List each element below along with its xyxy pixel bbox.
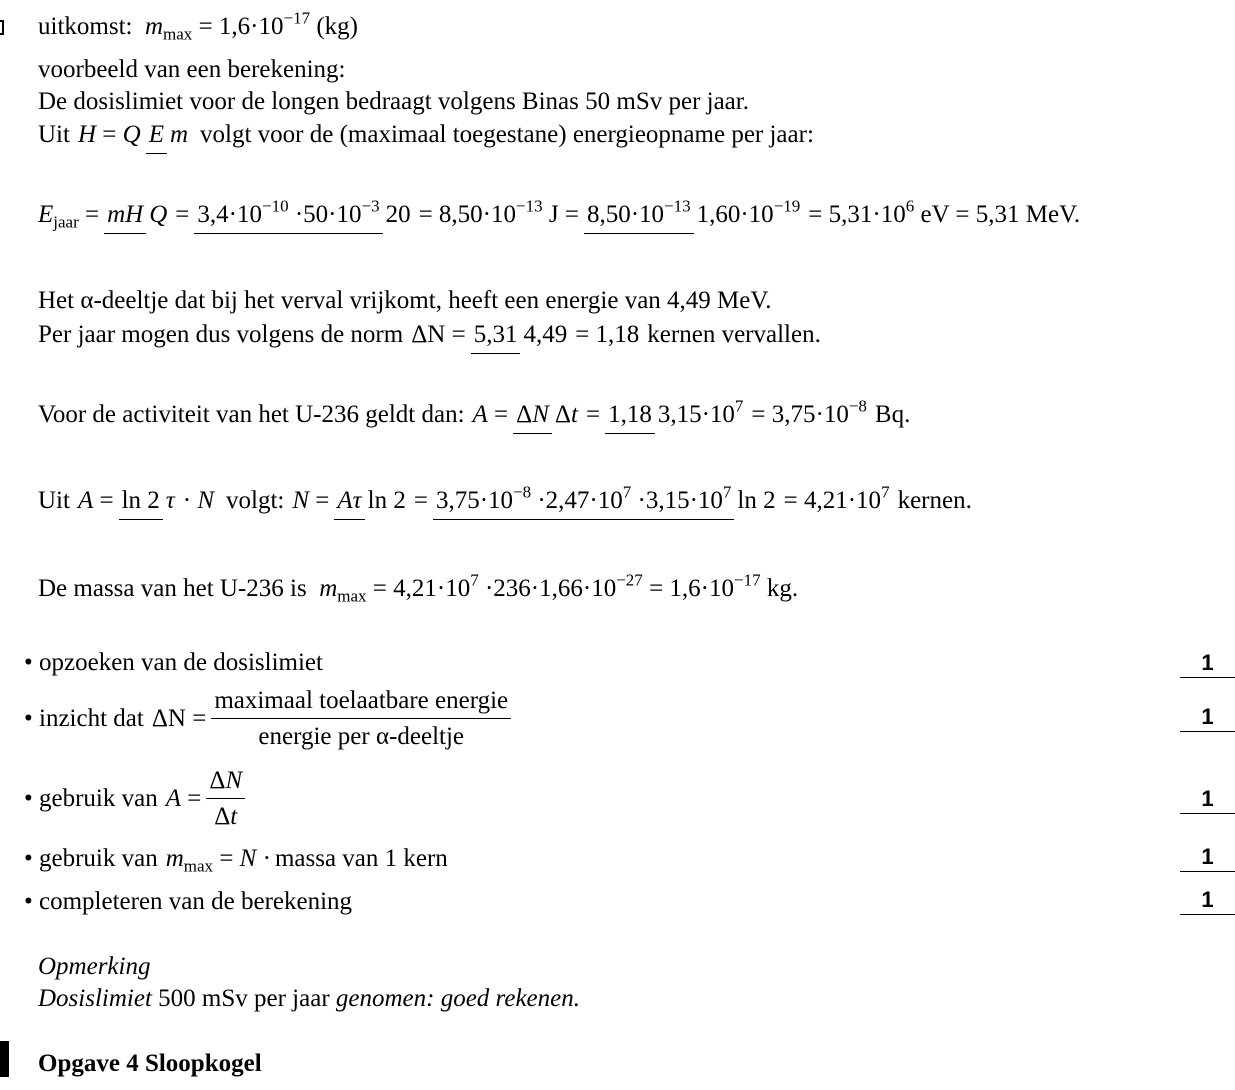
criterion-3-points: 1 [1180,788,1235,814]
example-line-5: Per jaar mogen dus volgens de norm ΔN = 5,31 4,49 = 1,18 kernen vervallen. [38,322,821,347]
criterion-2: • inzicht dat ΔN = $\frac{\text{maximaal toelaatbare energie}}{\text{energie per α-deeltje}}$ [24,688,516,749]
next-section-title: Opgave 4 Sloopkogel [38,1050,262,1077]
remark-body: Dosislimiet 500 mSv per jaar genomen: goed rekenen. [38,985,580,1012]
energy-equation: $E_{jaar}$ = mH Q = $3,4\cdot 10^{-10} \cdot 50\cdot 10^{-3}$ 20 = $8,50\cdot 10^{-13}$ J = $8,50\cdot 10^{-13}$ $1,60\cdot 10^{-19}$ = $5,31\cdot 10^6$ eV = 5,31 MeV. [38,202,1080,227]
answer-line: uitkomst: $m_{max} = 1,6\cdot 10^{-17}$ (kg) [38,8,358,44]
answer-unit: (kg) [316,13,358,40]
section-marker-bar [0,1041,9,1077]
criterion-5: • completeren van de berekening [24,888,353,915]
criterion-3: • gebruik van A = $\frac{\Delta N}{\Delta t}$ [24,768,250,829]
example-line-6: Voor de activiteit van het U-236 geldt dan: A = ΔN Δt = 1,18 $3,15\cdot 10^7$ = $3,75\cdot 10^{-8}$ Bq. [38,402,910,427]
answer-result: = 1,6·10 [198,13,284,40]
example-line-1: De dosislimiet voor de longen bedraagt volgens Binas 50 mSv per jaar. [38,88,749,115]
criterion-4-points: 1 [1180,846,1235,872]
criterion-5-points: 1 [1180,889,1235,915]
example-line-4: Het α-deeltje dat bij het verval vrijkomt, heeft een energie van 4,49 MeV. [38,287,772,314]
criterion-1-points: 1 [1180,652,1235,678]
example-line-7: Uit A = ln 2 τ · N volgt: N = Aτ ln 2 = $3,75\cdot 10^{-8} \cdot 2,47\cdot 10^7 \cdot 3,15\cdot 10^7$ ln 2 = $4,21\cdot 10^7$ kernen. [38,488,972,513]
criterion-2-points: 1 [1180,706,1235,732]
example-intro: voorbeeld van een berekening: [38,56,346,83]
criterion-1: • opzoeken van de dosislimiet [24,649,323,676]
answer-exponent: −17 [283,8,311,28]
example-line-2: Uit H = Q E m volgt voor de (maximaal toegestane) energieopname per jaar: [38,122,814,147]
answer-label: uitkomst: [38,13,133,40]
example-line-8: De massa van het U-236 is $m_{max} = 4,21\cdot 10^7 \cdot 236\cdot 1,66\cdot 10^{-27} = 1,6\cdot 10^{-17}$ kg. [38,570,799,606]
remark-title: Opmerking [38,953,151,980]
checkbox-marker [0,20,4,35]
criterion-4: • gebruik van $m_{max} = N$ · massa van 1 kern [24,845,448,876]
fraction-e-over-m: E m [146,122,191,147]
